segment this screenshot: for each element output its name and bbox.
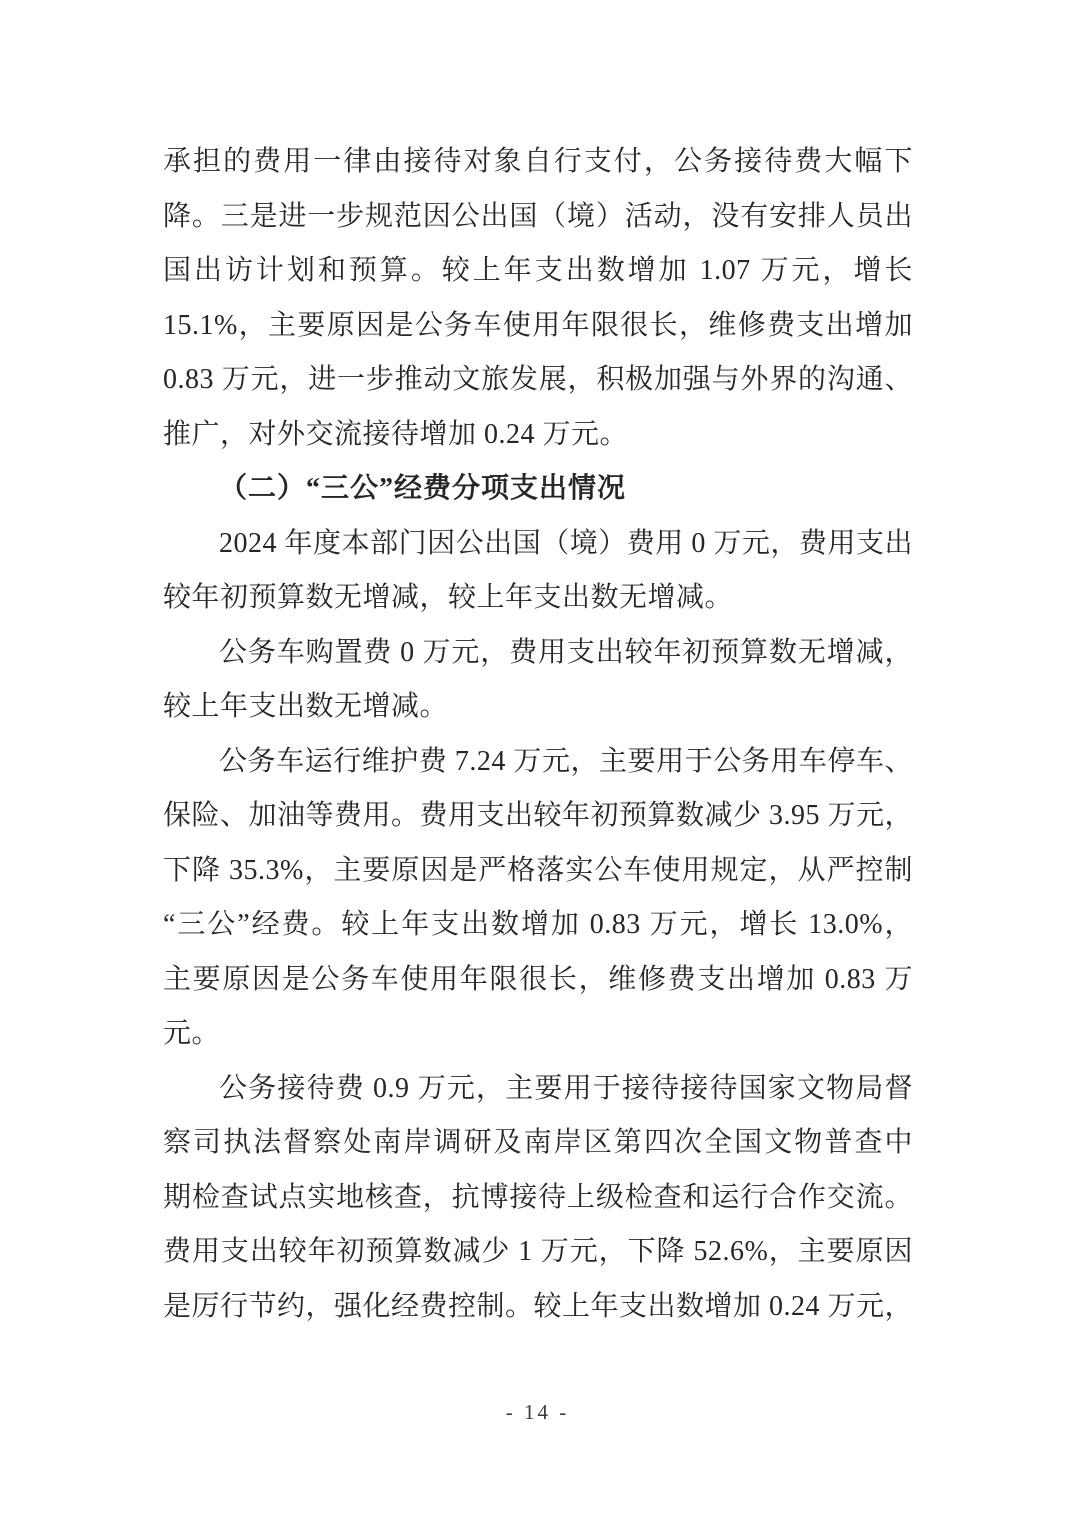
text-line: “三公”经费。较上年支出数增加 0.83 万元，增长 13.0%， <box>163 909 913 940</box>
text-line: 推广，对外交流接待增加 0.24 万元。 <box>163 418 629 450</box>
text-line: 承担的费用一律由接待对象自行支付，公务接待费大幅下 <box>163 146 913 177</box>
paragraph-abroad-expenses <box>163 517 913 626</box>
paragraph-vehicle-maintenance <box>163 735 913 1062</box>
text-line: 国出访计划和预算。较上年支出数增加 1.07 万元，增长 <box>163 255 913 286</box>
text-line: 费用支出较年初预算数减少 1 万元，下降 52.6%，主要原因 <box>163 1236 913 1267</box>
text-line: 元。 <box>163 1018 221 1049</box>
page-number: - 14 - <box>505 1400 570 1424</box>
text-line: 下降 35.3%，主要原因是严格落实公车使用规定，从严控制 <box>163 854 913 886</box>
text-line: 是厉行节约，强化经费控制。较上年支出数增加 0.24 万元， <box>163 1290 913 1322</box>
paragraph-official-reception <box>163 1062 913 1335</box>
text-line: 期检查试点实地核查，抗博接待上级检查和运行合作交流。 <box>163 1181 913 1213</box>
text-line: 保险、加油等费用。费用支出较年初预算数减少 3.95 万元， <box>163 800 913 831</box>
text-line: 降。三是进一步规范因公出国（境）活动，没有安排人员出 <box>163 200 913 232</box>
text-line: 公务车运行维护费 7.24 万元，主要用于公务用车停车、 <box>219 745 913 777</box>
section-heading: （二）“三公”经费分项支出情况 <box>219 473 627 504</box>
text-line: 2024 年度本部门因公出国（境）费用 0 万元，费用支出 <box>219 527 913 559</box>
page-footer <box>0 1400 1075 1425</box>
document-body <box>163 135 913 1334</box>
text-line: 公务接待费 0.9 万元，主要用于接待接待国家文物局督 <box>219 1072 913 1104</box>
text-line: 较上年支出数无增减。 <box>163 691 449 722</box>
text-line: 公务车购置费 0 万元，费用支出较年初预算数无增减， <box>219 636 913 668</box>
text-line: 主要原因是公务车使用年限很长，维修费支出增加 0.83 万 <box>163 963 913 995</box>
text-line: 察司执法督察处南岸调研及南岸区第四次全国文物普查中 <box>163 1127 913 1158</box>
text-line: 0.83 万元，进一步推动文旅发展，积极加强与外界的沟通、 <box>163 364 913 395</box>
text-line: 较年初预算数无增减，较上年支出数无增减。 <box>163 582 734 613</box>
text-line: 15.1%，主要原因是公务车使用年限很长，维修费支出增加 <box>163 309 913 341</box>
paragraph-continued <box>163 135 913 462</box>
paragraph-vehicle-purchase <box>163 626 913 735</box>
